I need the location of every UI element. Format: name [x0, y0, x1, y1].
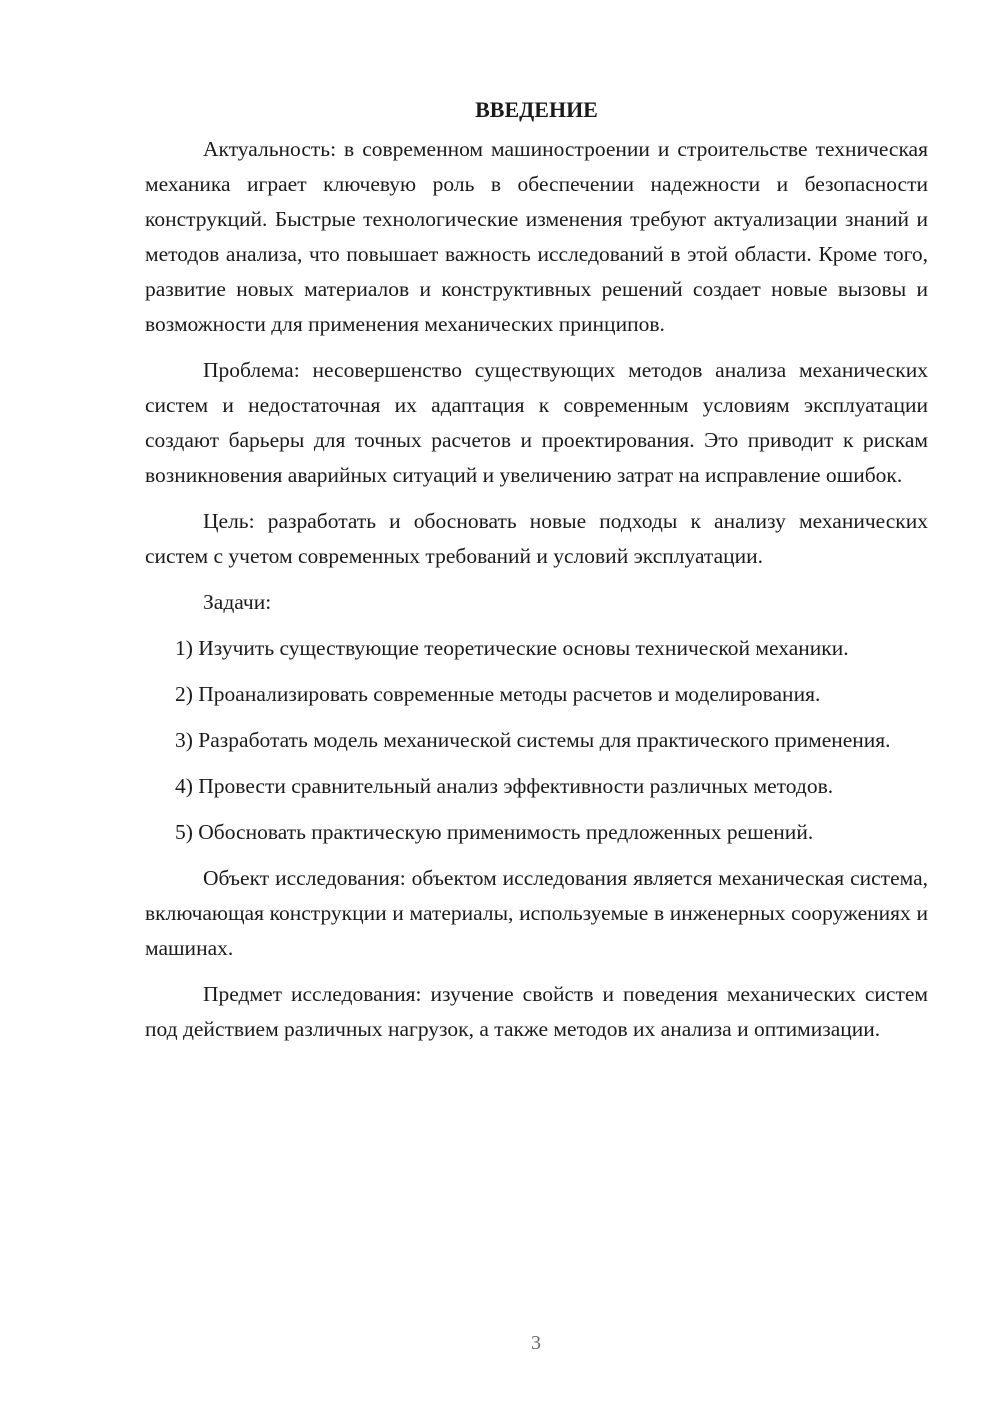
task-item-4: 4) Провести сравнительный анализ эффективности различных методов. — [175, 774, 834, 798]
paragraph-object: Объект исследования: объектом исследования является механическая система, включающая конструкции и материалы, используемые в инженерных сооружениях и машинах. — [145, 866, 928, 960]
paragraph-tasks-heading: Задачи: — [203, 590, 272, 614]
paragraph-subject: Предмет исследования: изучение свойств и поведения механических систем под действием различных нагрузок, а также методов их анализа и оптимизации. — [145, 982, 928, 1041]
page-number: 3 — [531, 1332, 541, 1354]
task-item-1: 1) Изучить существующие теоретические основы технической механики. — [175, 636, 849, 660]
section-title: ВВЕДЕНИЕ — [475, 97, 598, 122]
paragraph-goal: Цель: разработать и обосновать новые подходы к анализу механических систем с учетом современных требований и условий эксплуатации. — [145, 509, 928, 568]
page-content — [145, 92, 928, 1058]
task-item-2: 2) Проанализировать современные методы расчетов и моделирования. — [175, 682, 821, 706]
paragraph-problem: Проблема: несовершенство существующих методов анализа механических систем и недостаточная их адаптация к современным условиям эксплуатации создают барьеры для точных расчетов и проектирования. Это приводит к рискам возникновения аварийных ситуаций и увеличению затрат на исправление ошибок. — [145, 358, 928, 487]
task-item-5: 5) Обосновать практическую применимость предложенных решений. — [175, 820, 814, 844]
paragraph-relevance: Актуальность: в современном машиностроении и строительстве техническая механика играет ключевую роль в обеспечении надежности и безопасности конструкций. Быстрые технологические изменения требуют актуализации знаний и методов анализа, что повышает важность исследований в этой области. Кроме того, развитие новых материалов и конструктивных решений создает новые вызовы и возможности для применения механических принципов. — [145, 137, 928, 336]
task-item-3: 3) Разработать модель механической системы для практического применения. — [175, 728, 891, 752]
